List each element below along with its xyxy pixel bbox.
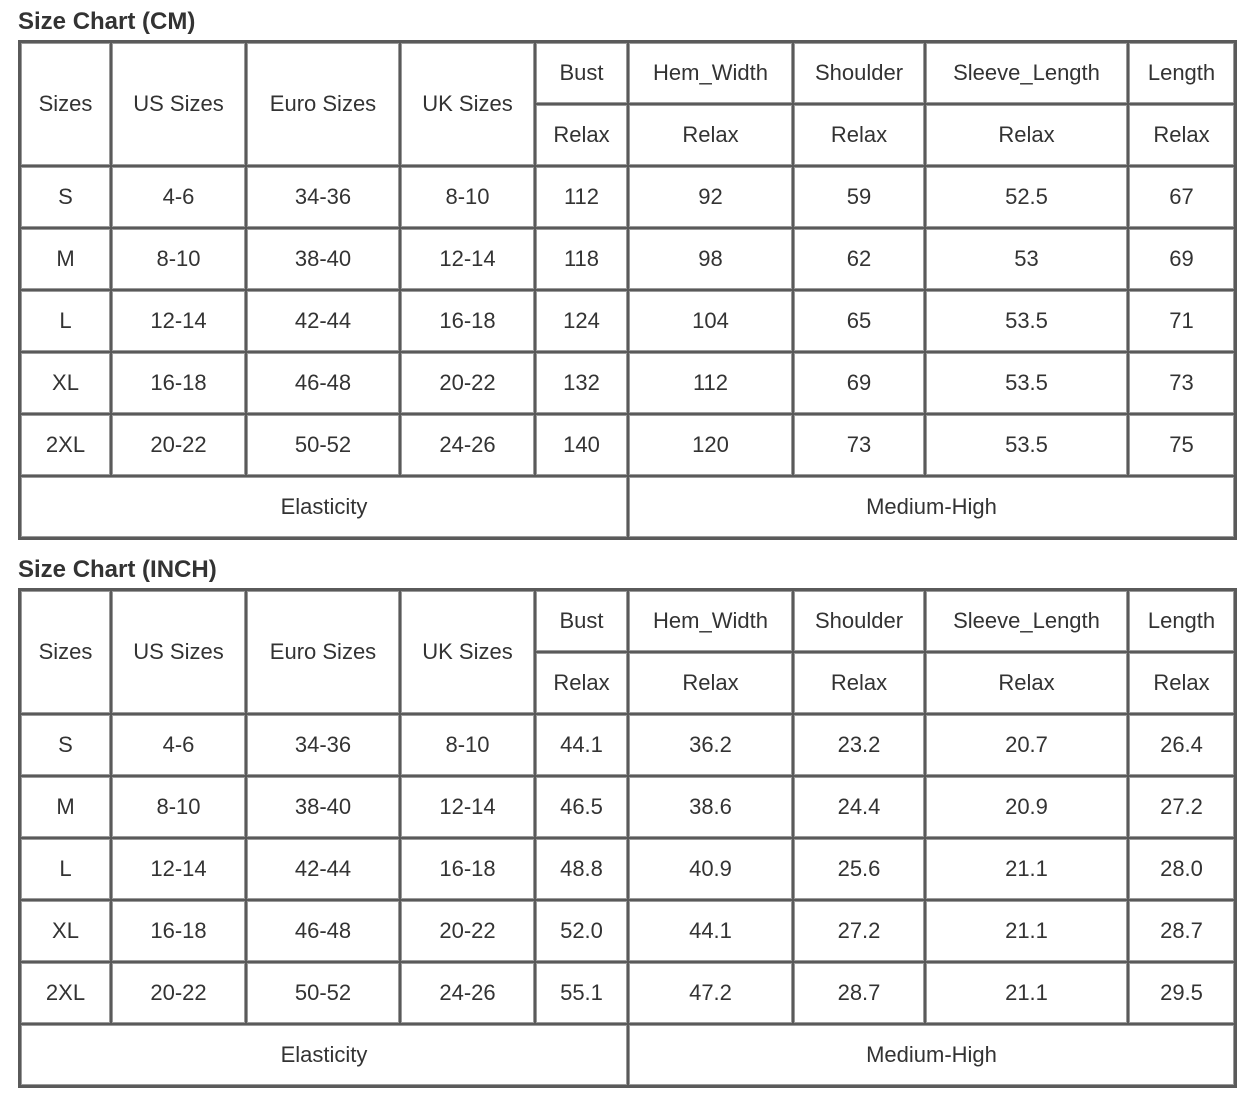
- header-cell: Shoulder: [793, 42, 925, 104]
- table-cell: 53.5: [925, 290, 1128, 352]
- header-cell: Bust: [535, 590, 628, 652]
- table-cell: 46.5: [535, 776, 628, 838]
- table-cell: 40.9: [628, 838, 793, 900]
- table-cell: 42-44: [246, 290, 400, 352]
- table-cell: 71: [1128, 290, 1235, 352]
- subheader-cell: Relax: [1128, 652, 1235, 714]
- table-cell: 44.1: [628, 900, 793, 962]
- table-cell: XL: [20, 900, 111, 962]
- table-cell: 42-44: [246, 838, 400, 900]
- size-chart-cm-table: [18, 40, 1237, 540]
- table-cell: 16-18: [400, 838, 535, 900]
- elasticity-label: Elasticity: [20, 1024, 628, 1086]
- table-cell: 38-40: [246, 228, 400, 290]
- elasticity-value: Medium-High: [628, 1024, 1235, 1086]
- table-cell: 104: [628, 290, 793, 352]
- header-cell: US Sizes: [111, 42, 246, 166]
- table-row: [20, 838, 1235, 900]
- subheader-cell: Relax: [925, 104, 1128, 166]
- table-cell: 2XL: [20, 962, 111, 1024]
- table-cell: 20.7: [925, 714, 1128, 776]
- table-cell: S: [20, 166, 111, 228]
- table-cell: 12-14: [111, 290, 246, 352]
- header-cell: Length: [1128, 42, 1235, 104]
- table-cell: 34-36: [246, 166, 400, 228]
- table-cell: 34-36: [246, 714, 400, 776]
- table-cell: 12-14: [111, 838, 246, 900]
- table-cell: 4-6: [111, 714, 246, 776]
- size-chart-inch-title: Size Chart (INCH): [18, 556, 217, 583]
- table-cell: 27.2: [1128, 776, 1235, 838]
- table-cell: 120: [628, 414, 793, 476]
- table-cell: XL: [20, 352, 111, 414]
- table-cell: 98: [628, 228, 793, 290]
- table-cell: 21.1: [925, 838, 1128, 900]
- table-cell: M: [20, 228, 111, 290]
- table-row: [20, 290, 1235, 352]
- header-cell: Sizes: [20, 590, 111, 714]
- elasticity-row: [20, 476, 1235, 538]
- table-cell: 8-10: [400, 166, 535, 228]
- table-cell: 73: [1128, 352, 1235, 414]
- table-cell: 36.2: [628, 714, 793, 776]
- table-cell: 48.8: [535, 838, 628, 900]
- table-cell: 20-22: [400, 900, 535, 962]
- table-cell: 16-18: [111, 900, 246, 962]
- header-cell: UK Sizes: [400, 590, 535, 714]
- table-cell: 53.5: [925, 352, 1128, 414]
- table-cell: 62: [793, 228, 925, 290]
- table-cell: 21.1: [925, 962, 1128, 1024]
- subheader-cell: Relax: [793, 652, 925, 714]
- header-cell: Sizes: [20, 42, 111, 166]
- table-cell: 28.7: [1128, 900, 1235, 962]
- table-row: [20, 414, 1235, 476]
- table-cell: 20-22: [400, 352, 535, 414]
- subheader-cell: Relax: [1128, 104, 1235, 166]
- table-cell: 44.1: [535, 714, 628, 776]
- elasticity-row: [20, 1024, 1235, 1086]
- header-cell: Length: [1128, 590, 1235, 652]
- table-cell: M: [20, 776, 111, 838]
- header-cell: Hem_Width: [628, 590, 793, 652]
- subheader-cell: Relax: [535, 652, 628, 714]
- table-cell: 16-18: [400, 290, 535, 352]
- subheader-cell: Relax: [628, 104, 793, 166]
- table-cell: 20.9: [925, 776, 1128, 838]
- table-cell: 112: [628, 352, 793, 414]
- table-cell: 4-6: [111, 166, 246, 228]
- table-cell: 140: [535, 414, 628, 476]
- table-cell: 12-14: [400, 228, 535, 290]
- table-cell: 132: [535, 352, 628, 414]
- header-row: [20, 590, 1235, 652]
- table-cell: S: [20, 714, 111, 776]
- table-cell: L: [20, 838, 111, 900]
- table-row: [20, 962, 1235, 1024]
- table-cell: L: [20, 290, 111, 352]
- table-cell: 29.5: [1128, 962, 1235, 1024]
- table-cell: 28.7: [793, 962, 925, 1024]
- header-cell: Bust: [535, 42, 628, 104]
- table-cell: 92: [628, 166, 793, 228]
- table-cell: 25.6: [793, 838, 925, 900]
- subheader-cell: Relax: [535, 104, 628, 166]
- table-cell: 26.4: [1128, 714, 1235, 776]
- header-cell: US Sizes: [111, 590, 246, 714]
- table-cell: 69: [793, 352, 925, 414]
- subheader-cell: Relax: [628, 652, 793, 714]
- table-cell: 24.4: [793, 776, 925, 838]
- table-row: [20, 166, 1235, 228]
- table-cell: 20-22: [111, 414, 246, 476]
- table-cell: 24-26: [400, 414, 535, 476]
- header-row: [20, 42, 1235, 104]
- table-cell: 8-10: [111, 228, 246, 290]
- elasticity-value: Medium-High: [628, 476, 1235, 538]
- size-chart-cm-title: Size Chart (CM): [18, 8, 196, 35]
- table-cell: 28.0: [1128, 838, 1235, 900]
- table-cell: 2XL: [20, 414, 111, 476]
- table-cell: 53.5: [925, 414, 1128, 476]
- table-cell: 69: [1128, 228, 1235, 290]
- header-cell: Sleeve_Length: [925, 590, 1128, 652]
- header-cell: Euro Sizes: [246, 590, 400, 714]
- table-row: [20, 776, 1235, 838]
- table-cell: 65: [793, 290, 925, 352]
- table-cell: 8-10: [400, 714, 535, 776]
- table-cell: 16-18: [111, 352, 246, 414]
- subheader-cell: Relax: [925, 652, 1128, 714]
- table-cell: 53: [925, 228, 1128, 290]
- table-cell: 59: [793, 166, 925, 228]
- table-cell: 52.0: [535, 900, 628, 962]
- table-cell: 50-52: [246, 414, 400, 476]
- table-row: [20, 228, 1235, 290]
- table-cell: 55.1: [535, 962, 628, 1024]
- header-cell: Sleeve_Length: [925, 42, 1128, 104]
- subheader-cell: Relax: [793, 104, 925, 166]
- table-row: [20, 714, 1235, 776]
- table-cell: 8-10: [111, 776, 246, 838]
- header-cell: Shoulder: [793, 590, 925, 652]
- table-cell: 38-40: [246, 776, 400, 838]
- table-row: [20, 352, 1235, 414]
- table-cell: 112: [535, 166, 628, 228]
- table-cell: 50-52: [246, 962, 400, 1024]
- table-cell: 27.2: [793, 900, 925, 962]
- table-cell: 12-14: [400, 776, 535, 838]
- size-chart-inch-table: [18, 588, 1237, 1088]
- table-cell: 118: [535, 228, 628, 290]
- table-cell: 73: [793, 414, 925, 476]
- table-cell: 47.2: [628, 962, 793, 1024]
- table-cell: 67: [1128, 166, 1235, 228]
- table-cell: 46-48: [246, 900, 400, 962]
- table-cell: 38.6: [628, 776, 793, 838]
- table-cell: 20-22: [111, 962, 246, 1024]
- table-cell: 23.2: [793, 714, 925, 776]
- header-cell: UK Sizes: [400, 42, 535, 166]
- header-cell: Euro Sizes: [246, 42, 400, 166]
- table-cell: 52.5: [925, 166, 1128, 228]
- table-cell: 124: [535, 290, 628, 352]
- table-cell: 21.1: [925, 900, 1128, 962]
- table-cell: 24-26: [400, 962, 535, 1024]
- header-cell: Hem_Width: [628, 42, 793, 104]
- table-row: [20, 900, 1235, 962]
- table-cell: 46-48: [246, 352, 400, 414]
- elasticity-label: Elasticity: [20, 476, 628, 538]
- table-cell: 75: [1128, 414, 1235, 476]
